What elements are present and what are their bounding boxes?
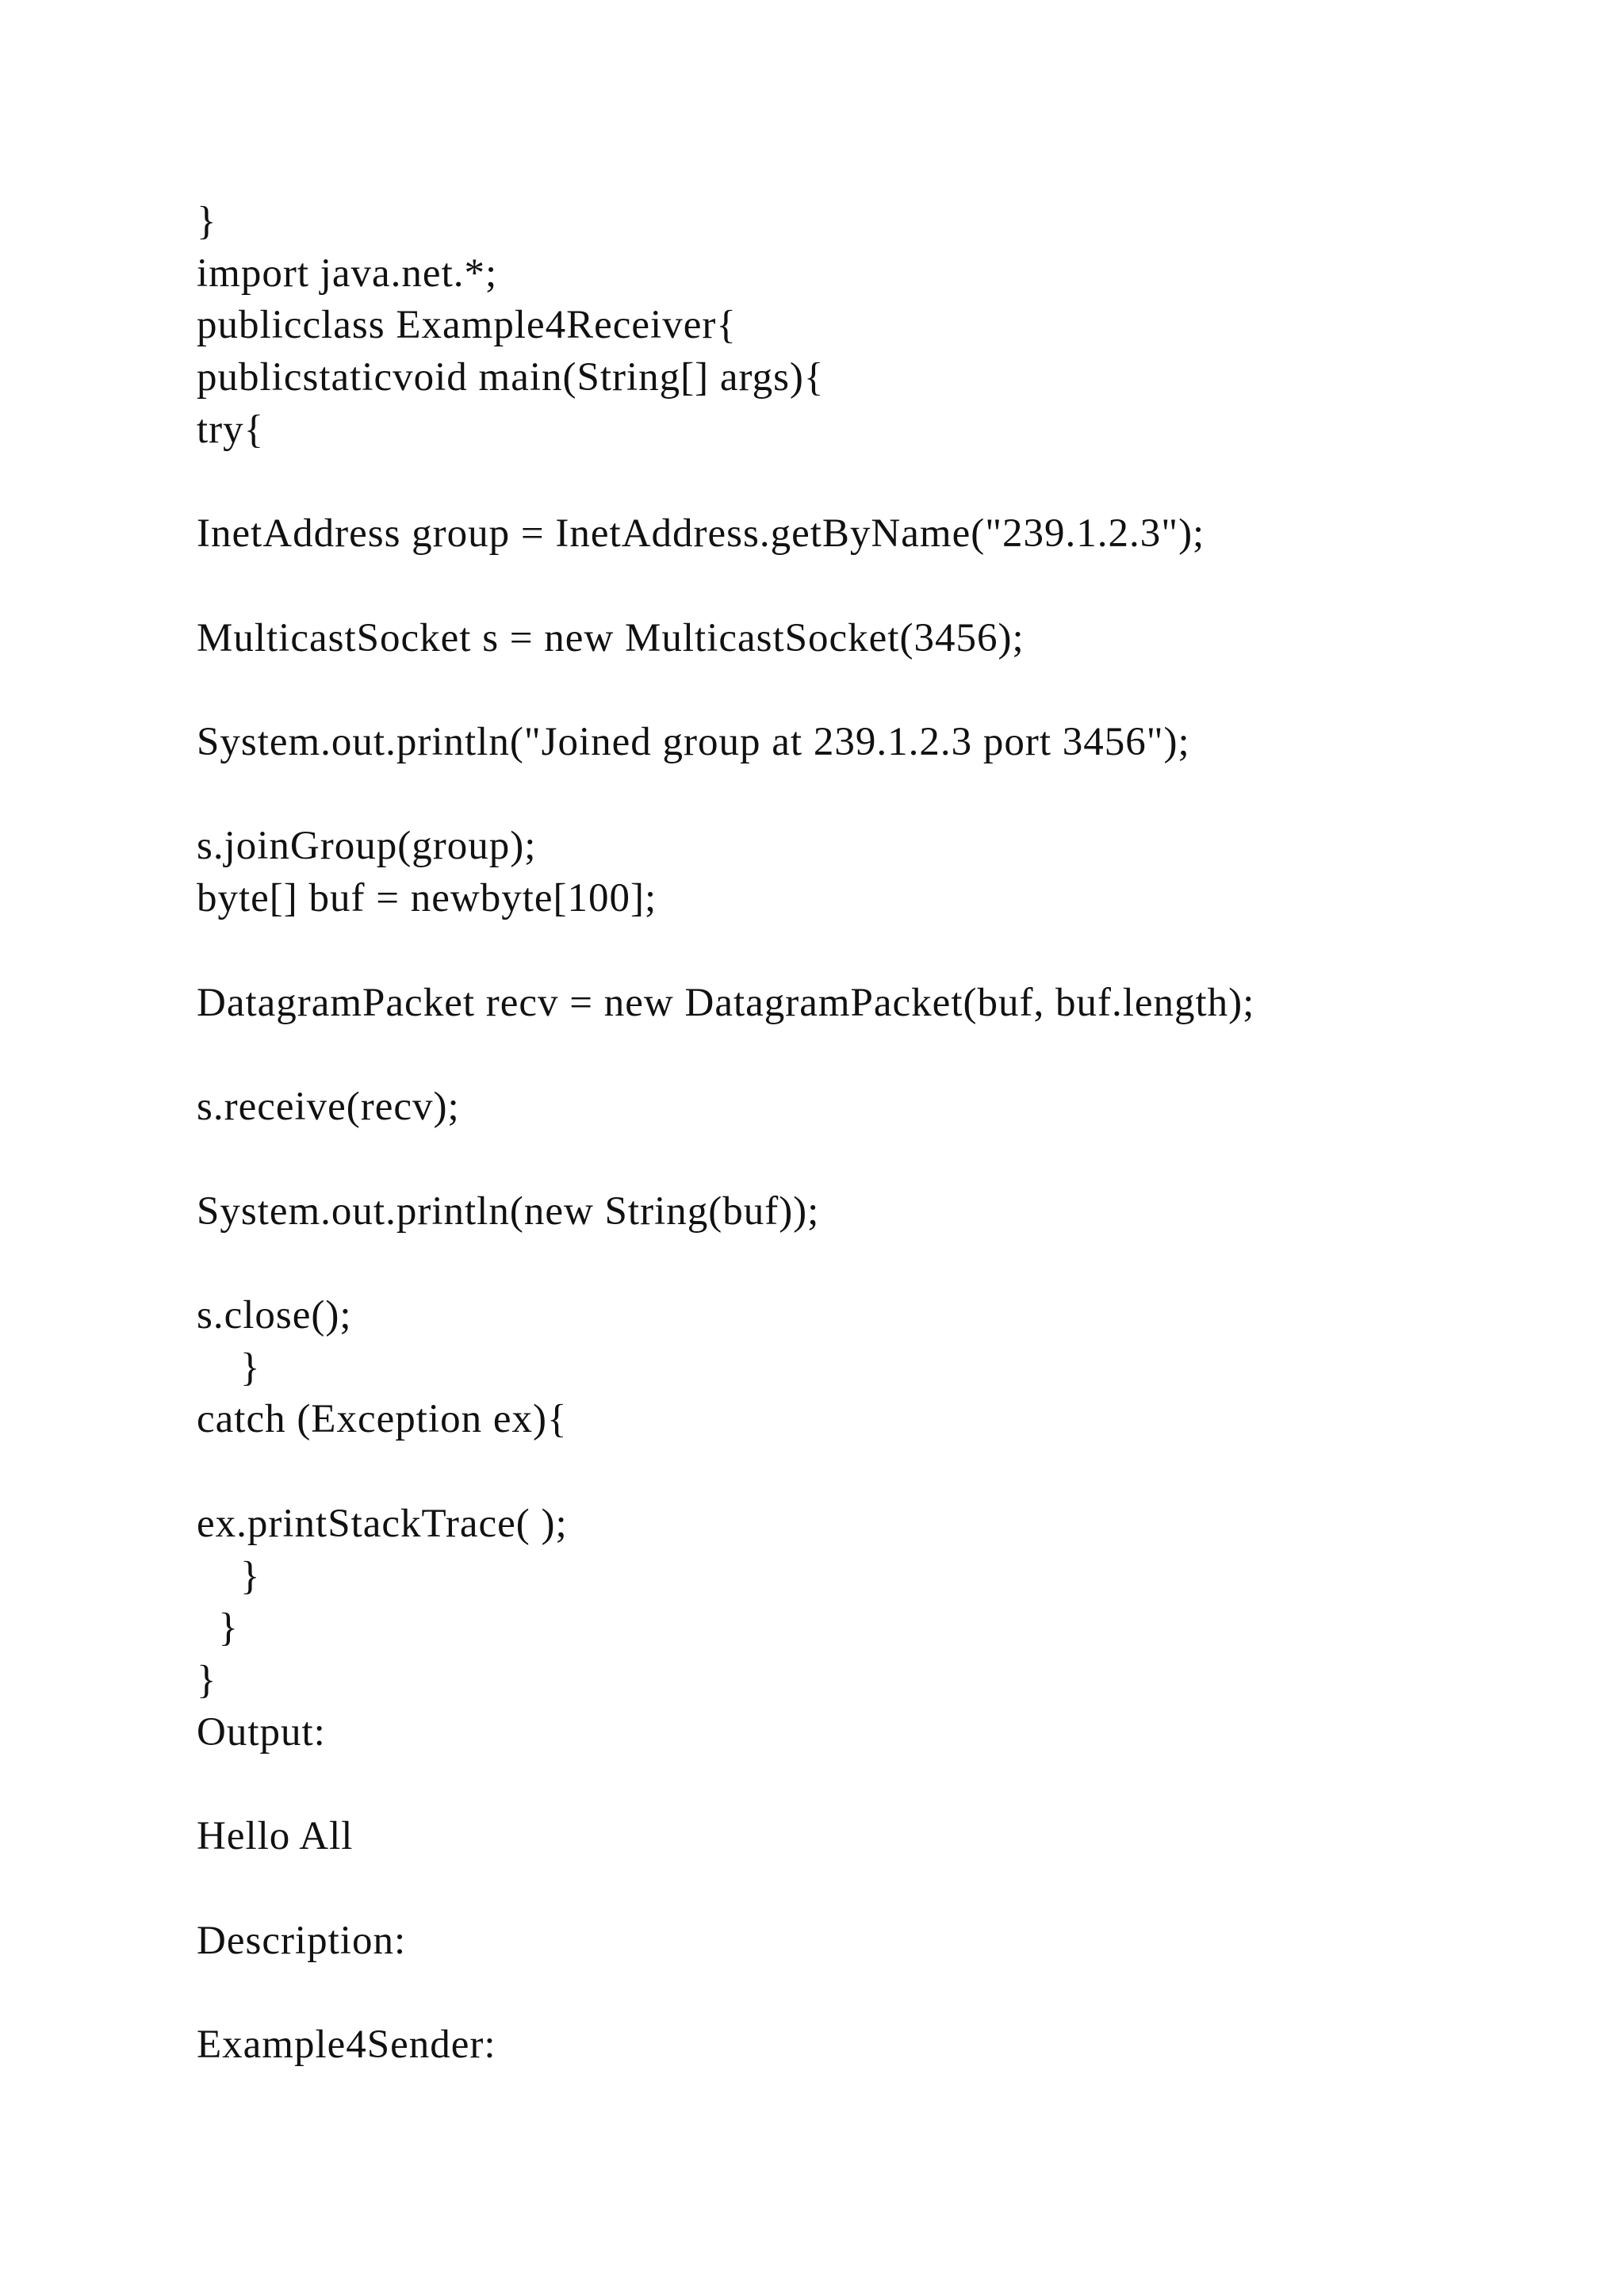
code-line: MulticastSocket s = new MulticastSocket(3456); — [197, 616, 1025, 660]
code-line: try{ — [197, 408, 265, 452]
sender-heading: Example4Sender: — [197, 2022, 496, 2067]
output-heading: Output: — [197, 1710, 326, 1755]
code-line: publicstaticvoid main(String[] args){ — [197, 355, 825, 400]
code-line: System.out.println(new String(buf)); — [197, 1189, 820, 1234]
code-line: } — [197, 1605, 239, 1650]
code-line: } — [197, 1554, 261, 1598]
code-line: DatagramPacket recv = new DatagramPacket(buf, buf.length); — [197, 981, 1255, 1025]
code-line: ex.printStackTrace( ); — [197, 1502, 568, 1546]
code-line: import java.net.*; — [197, 251, 498, 296]
code-line: } — [197, 1658, 217, 1702]
code-line: System.out.println("Joined group at 239.1.2.3 port 3456"); — [197, 720, 1190, 764]
code-line: s.receive(recv); — [197, 1085, 460, 1129]
output-text: Hello All — [197, 1814, 354, 1858]
code-line: byte[] buf = newbyte[100]; — [197, 876, 657, 920]
code-line: catch (Exception ex){ — [197, 1397, 568, 1441]
description-heading: Description: — [197, 1919, 407, 1963]
code-line: } — [197, 1345, 261, 1390]
code-line: publicclass Example4Receiver{ — [197, 303, 737, 347]
code-line: s.joinGroup(group); — [197, 824, 537, 868]
code-line: InetAddress group = InetAddress.getByName("239.1.2.3"); — [197, 511, 1205, 556]
code-line: } — [197, 199, 217, 243]
code-line: s.close(); — [197, 1293, 352, 1337]
